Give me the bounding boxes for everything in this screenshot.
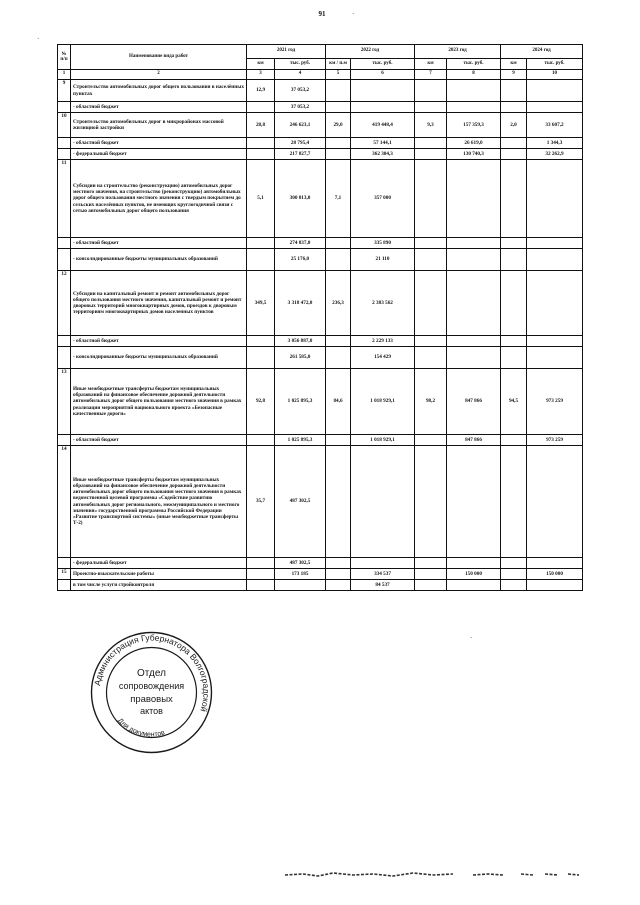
km-2021-cell: 349,5 bbox=[247, 271, 275, 336]
work-name-cell: - областной бюджет bbox=[71, 102, 247, 113]
sum-2024-cell bbox=[527, 80, 583, 102]
row-number-cell: 10 bbox=[58, 113, 71, 138]
row-number-cell bbox=[58, 580, 71, 591]
sum-2022-cell: 21 110 bbox=[351, 249, 415, 271]
km-2021-cell bbox=[247, 435, 275, 446]
km-2022-cell bbox=[326, 347, 351, 369]
km-2024-cell bbox=[501, 558, 527, 569]
table-row bbox=[58, 336, 583, 347]
km-2022-cell: 7,1 bbox=[326, 160, 351, 238]
km-2022-cell bbox=[326, 249, 351, 271]
sum-2024-cell: 32 262,9 bbox=[527, 149, 583, 160]
km-2021-cell bbox=[247, 102, 275, 113]
row-number-cell: 15 bbox=[58, 569, 71, 580]
header-unit: км bbox=[501, 59, 527, 70]
sum-2021-cell: 1 025 895,3 bbox=[275, 369, 326, 435]
km-2024-cell bbox=[501, 160, 527, 238]
scan-artifact bbox=[283, 868, 583, 878]
sum-2024-cell: 33 607,2 bbox=[527, 113, 583, 138]
sum-2023-cell bbox=[447, 102, 501, 113]
sum-2023-cell bbox=[447, 80, 501, 102]
row-number-cell bbox=[58, 138, 71, 149]
sum-2024-cell: 973 259 bbox=[527, 369, 583, 435]
sum-2023-cell: 130 740,3 bbox=[447, 149, 501, 160]
km-2023-cell bbox=[415, 558, 447, 569]
km-2022-cell bbox=[326, 80, 351, 102]
stamp-ring-bottom-text: Для документов bbox=[116, 717, 166, 739]
work-name-cell: - федеральный бюджет bbox=[71, 149, 247, 160]
km-2023-cell: 98,2 bbox=[415, 369, 447, 435]
row-number-cell bbox=[58, 149, 71, 160]
km-2022-cell bbox=[326, 336, 351, 347]
header-unit: тыс. руб. bbox=[527, 59, 583, 70]
work-name-cell: - областной бюджет bbox=[71, 238, 247, 249]
header-unit: км bbox=[415, 59, 447, 70]
km-2023-cell bbox=[415, 249, 447, 271]
km-2023-cell bbox=[415, 160, 447, 238]
work-name-cell: Иные межбюджетные трансферты бюджетам муниципальных образований на финансовое обеспечение дорожной деятельности автомобильных дорог общего пользования местного значения в рамках ведомственной целевой программы «Содействие развитию автомобильных дорог регионального, межмуниципального и местного значения» государственной программы Российской Федерации «Развитие транспортной системы» (иные межбюджетные трансферты Т-2) bbox=[71, 446, 247, 558]
work-name-cell: - консолидированные бюджеты муниципальных образований bbox=[71, 347, 247, 369]
col-number: 4 bbox=[275, 70, 326, 80]
header-row-years bbox=[58, 45, 583, 59]
official-stamp bbox=[89, 630, 214, 755]
sum-2024-cell bbox=[527, 336, 583, 347]
km-2023-cell bbox=[415, 271, 447, 336]
scan-dot: · bbox=[37, 35, 40, 43]
sum-2022-cell bbox=[351, 102, 415, 113]
km-2022-cell bbox=[326, 446, 351, 558]
km-2023-cell bbox=[415, 80, 447, 102]
sum-2021-cell: 487 302,5 bbox=[275, 558, 326, 569]
header-unit: тыс. руб. bbox=[351, 59, 415, 70]
table-row bbox=[58, 80, 583, 102]
km-2024-cell: 2,0 bbox=[501, 113, 527, 138]
km-2021-cell bbox=[247, 336, 275, 347]
scan-dot: · bbox=[470, 634, 473, 642]
km-2023-cell bbox=[415, 138, 447, 149]
km-2023-cell bbox=[415, 435, 447, 446]
sum-2021-cell: 300 013,0 bbox=[275, 160, 326, 238]
row-number-cell bbox=[58, 336, 71, 347]
sum-2024-cell bbox=[527, 446, 583, 558]
sum-2021-cell: 274 837,0 bbox=[275, 238, 326, 249]
km-2021-cell bbox=[247, 347, 275, 369]
km-2022-cell bbox=[326, 569, 351, 580]
sum-2024-cell: 973 259 bbox=[527, 435, 583, 446]
header-row-col-numbers bbox=[58, 70, 583, 80]
km-2021-cell bbox=[247, 558, 275, 569]
sum-2021-cell: 37 053,2 bbox=[275, 102, 326, 113]
sum-2022-cell: 334 537 bbox=[351, 569, 415, 580]
work-name-cell: - областной бюджет bbox=[71, 138, 247, 149]
sum-2024-cell bbox=[527, 160, 583, 238]
col-number: 5 bbox=[326, 70, 351, 80]
sum-2021-cell bbox=[275, 580, 326, 591]
col-number: 3 bbox=[247, 70, 275, 80]
row-number-cell bbox=[58, 249, 71, 271]
sum-2022-cell: 1 018 929,1 bbox=[351, 435, 415, 446]
km-2022-cell bbox=[326, 102, 351, 113]
header-unit: тыс. руб. bbox=[447, 59, 501, 70]
sum-2022-cell: 1 018 929,1 bbox=[351, 369, 415, 435]
sum-2023-cell: 150 000 bbox=[447, 569, 501, 580]
km-2021-cell bbox=[247, 138, 275, 149]
sum-2021-cell: 173 185 bbox=[275, 569, 326, 580]
km-2023-cell: 9,3 bbox=[415, 113, 447, 138]
km-2024-cell bbox=[501, 138, 527, 149]
header-year-2022: 2022 год bbox=[326, 45, 415, 59]
sum-2024-cell bbox=[527, 347, 583, 369]
header-unit: тыс. руб. bbox=[275, 59, 326, 70]
table-row bbox=[58, 558, 583, 569]
km-2024-cell bbox=[501, 238, 527, 249]
sum-2024-cell bbox=[527, 558, 583, 569]
header-unit: км bbox=[247, 59, 275, 70]
stamp-line: актов bbox=[140, 706, 163, 716]
km-2022-cell bbox=[326, 149, 351, 160]
km-2022-cell bbox=[326, 580, 351, 591]
table-row bbox=[58, 160, 583, 238]
work-name-cell: Субсидии на капитальный ремонт и ремонт автомобильных дорог общего пользования местного значения, капитальный ремонт и ремонт дворовых территорий многоквартирных домов, проездов к дворовым территориям многоквартирных домов населенных пунктов bbox=[71, 271, 247, 336]
sum-2021-cell: 25 176,0 bbox=[275, 249, 326, 271]
sum-2021-cell: 217 827,7 bbox=[275, 149, 326, 160]
sum-2022-cell: 335 890 bbox=[351, 238, 415, 249]
header-unit: км / п.м bbox=[326, 59, 351, 70]
km-2022-cell bbox=[326, 435, 351, 446]
col-number: 7 bbox=[415, 70, 447, 80]
col-number: 10 bbox=[527, 70, 583, 80]
header-name: Наименование вида работ bbox=[71, 45, 247, 70]
sum-2023-cell bbox=[447, 347, 501, 369]
km-2023-cell bbox=[415, 102, 447, 113]
sum-2024-cell bbox=[527, 271, 583, 336]
work-name-cell: Иные межбюджетные трансферты бюджетам муниципальных образований на финансовое обеспечение дорожной деятельности автомобильных дорог общего пользования местного значения в рамках реализации мероприятий национального проекта «Безопасные качественные дороги» bbox=[71, 369, 247, 435]
km-2022-cell bbox=[326, 238, 351, 249]
stamp-line: правовых bbox=[130, 694, 173, 705]
table-row bbox=[58, 238, 583, 249]
table-row bbox=[58, 149, 583, 160]
sum-2022-cell: 2 383 562 bbox=[351, 271, 415, 336]
km-2023-cell bbox=[415, 446, 447, 558]
row-number-cell bbox=[58, 558, 71, 569]
page-number: 91 bbox=[318, 10, 326, 18]
km-2022-cell: 84,6 bbox=[326, 369, 351, 435]
km-2023-cell bbox=[415, 569, 447, 580]
work-name-cell: в том числе услуги стройконтроля bbox=[71, 580, 247, 591]
sum-2022-cell: 57 144,1 bbox=[351, 138, 415, 149]
sum-2022-cell: 362 304,3 bbox=[351, 149, 415, 160]
km-2024-cell: 94,5 bbox=[501, 369, 527, 435]
work-name-cell: Строительство автомобильных дорог в микрорайонах массовой жилищной застройки bbox=[71, 113, 247, 138]
table-row bbox=[58, 446, 583, 558]
sum-2021-cell: 3 318 472,0 bbox=[275, 271, 326, 336]
sum-2022-cell: 419 448,4 bbox=[351, 113, 415, 138]
sum-2022-cell: 154 429 bbox=[351, 347, 415, 369]
table-row bbox=[58, 569, 583, 580]
sum-2023-cell bbox=[447, 238, 501, 249]
km-2021-cell bbox=[247, 569, 275, 580]
row-number-cell: 14 bbox=[58, 446, 71, 558]
sum-2023-cell: 847 866 bbox=[447, 369, 501, 435]
km-2021-cell: 35,7 bbox=[247, 446, 275, 558]
stamp-line: Отдел bbox=[137, 668, 166, 679]
scan-dot: · bbox=[352, 10, 355, 18]
table-row bbox=[58, 580, 583, 591]
table-row bbox=[58, 347, 583, 369]
stamp-ring-text: Администрация Губернатора Волгоградской bbox=[91, 632, 212, 714]
work-name-cell: - федеральный бюджет bbox=[71, 558, 247, 569]
sum-2024-cell: 1 344,3 bbox=[527, 138, 583, 149]
km-2022-cell bbox=[326, 138, 351, 149]
work-name-cell: - областной бюджет bbox=[71, 435, 247, 446]
km-2024-cell bbox=[501, 102, 527, 113]
sum-2022-cell: 357 000 bbox=[351, 160, 415, 238]
header-year-2024: 2024 год bbox=[501, 45, 583, 59]
sum-2023-cell bbox=[447, 558, 501, 569]
row-number-cell: 12 bbox=[58, 271, 71, 336]
km-2024-cell bbox=[501, 580, 527, 591]
km-2021-cell: 12,9 bbox=[247, 80, 275, 102]
km-2021-cell: 92,8 bbox=[247, 369, 275, 435]
sum-2021-cell: 246 623,1 bbox=[275, 113, 326, 138]
col-number: 1 bbox=[58, 70, 71, 80]
works-table bbox=[57, 44, 583, 591]
work-name-cell: - консолидированные бюджеты муниципальных образований bbox=[71, 249, 247, 271]
sum-2023-cell bbox=[447, 249, 501, 271]
work-name-cell: Строительство автомобильных дорог общего пользования в населённых пунктах bbox=[71, 80, 247, 102]
sum-2024-cell: 150 000 bbox=[527, 569, 583, 580]
km-2021-cell bbox=[247, 149, 275, 160]
sum-2024-cell bbox=[527, 580, 583, 591]
sum-2021-cell: 3 056 887,0 bbox=[275, 336, 326, 347]
km-2021-cell: 28,8 bbox=[247, 113, 275, 138]
sum-2023-cell bbox=[447, 580, 501, 591]
km-2024-cell bbox=[501, 569, 527, 580]
col-number: 9 bbox=[501, 70, 527, 80]
sum-2024-cell bbox=[527, 249, 583, 271]
stamp-line: сопровождения bbox=[118, 681, 185, 691]
sum-2024-cell bbox=[527, 102, 583, 113]
km-2024-cell bbox=[501, 149, 527, 160]
sum-2023-cell bbox=[447, 160, 501, 238]
col-number: 6 bbox=[351, 70, 415, 80]
work-name-cell: Субсидии на строительство (реконструкцию) автомобильных дорог местного значения, на строительство (реконструкцию) автомобильных дорог общего пользования местного значения с твердым покрытием до сельских населённых пунктов, не имеющих круглогодичной связи с сетью автомобильных дорог общего пользования bbox=[71, 160, 247, 238]
km-2023-cell bbox=[415, 347, 447, 369]
header-year-2023: 2023 год bbox=[415, 45, 501, 59]
km-2022-cell: 236,3 bbox=[326, 271, 351, 336]
sum-2021-cell: 37 053,2 bbox=[275, 80, 326, 102]
sum-2021-cell: 261 585,0 bbox=[275, 347, 326, 369]
table-row bbox=[58, 249, 583, 271]
sum-2023-cell bbox=[447, 446, 501, 558]
row-number-cell bbox=[58, 102, 71, 113]
km-2023-cell bbox=[415, 238, 447, 249]
sum-2021-cell: 487 302,5 bbox=[275, 446, 326, 558]
row-number-cell: 13 bbox=[58, 369, 71, 435]
row-number-cell: 9 bbox=[58, 80, 71, 102]
km-2023-cell bbox=[415, 149, 447, 160]
table-row bbox=[58, 138, 583, 149]
sum-2023-cell bbox=[447, 336, 501, 347]
table-row bbox=[58, 271, 583, 336]
sum-2024-cell bbox=[527, 238, 583, 249]
km-2024-cell bbox=[501, 446, 527, 558]
km-2024-cell bbox=[501, 336, 527, 347]
km-2023-cell bbox=[415, 580, 447, 591]
sum-2023-cell: 157 359,3 bbox=[447, 113, 501, 138]
km-2024-cell bbox=[501, 435, 527, 446]
header-num: № п/п bbox=[58, 45, 71, 70]
work-name-cell: - областной бюджет bbox=[71, 336, 247, 347]
sum-2022-cell bbox=[351, 446, 415, 558]
km-2024-cell bbox=[501, 347, 527, 369]
col-number: 2 bbox=[71, 70, 247, 80]
km-2021-cell bbox=[247, 238, 275, 249]
sum-2022-cell bbox=[351, 558, 415, 569]
km-2021-cell bbox=[247, 249, 275, 271]
km-2023-cell bbox=[415, 336, 447, 347]
col-number: 8 bbox=[447, 70, 501, 80]
table-row bbox=[58, 435, 583, 446]
sum-2023-cell: 847 866 bbox=[447, 435, 501, 446]
km-2024-cell bbox=[501, 249, 527, 271]
sum-2022-cell: 84 537 bbox=[351, 580, 415, 591]
row-number-cell: 11 bbox=[58, 160, 71, 238]
km-2021-cell: 5,1 bbox=[247, 160, 275, 238]
sum-2023-cell: 26 619,0 bbox=[447, 138, 501, 149]
table-row bbox=[58, 102, 583, 113]
row-number-cell bbox=[58, 435, 71, 446]
km-2022-cell bbox=[326, 558, 351, 569]
km-2022-cell: 29,0 bbox=[326, 113, 351, 138]
sum-2023-cell bbox=[447, 271, 501, 336]
sum-2022-cell bbox=[351, 80, 415, 102]
sum-2021-cell: 28 795,4 bbox=[275, 138, 326, 149]
work-name-cell: Проектно-изыскательские работы bbox=[71, 569, 247, 580]
km-2024-cell bbox=[501, 80, 527, 102]
km-2024-cell bbox=[501, 271, 527, 336]
header-year-2021: 2021 год bbox=[247, 45, 326, 59]
row-number-cell bbox=[58, 238, 71, 249]
sum-2022-cell: 2 229 133 bbox=[351, 336, 415, 347]
table-row bbox=[58, 369, 583, 435]
sum-2021-cell: 1 025 895,3 bbox=[275, 435, 326, 446]
km-2021-cell bbox=[247, 580, 275, 591]
table-row bbox=[58, 113, 583, 138]
row-number-cell bbox=[58, 347, 71, 369]
